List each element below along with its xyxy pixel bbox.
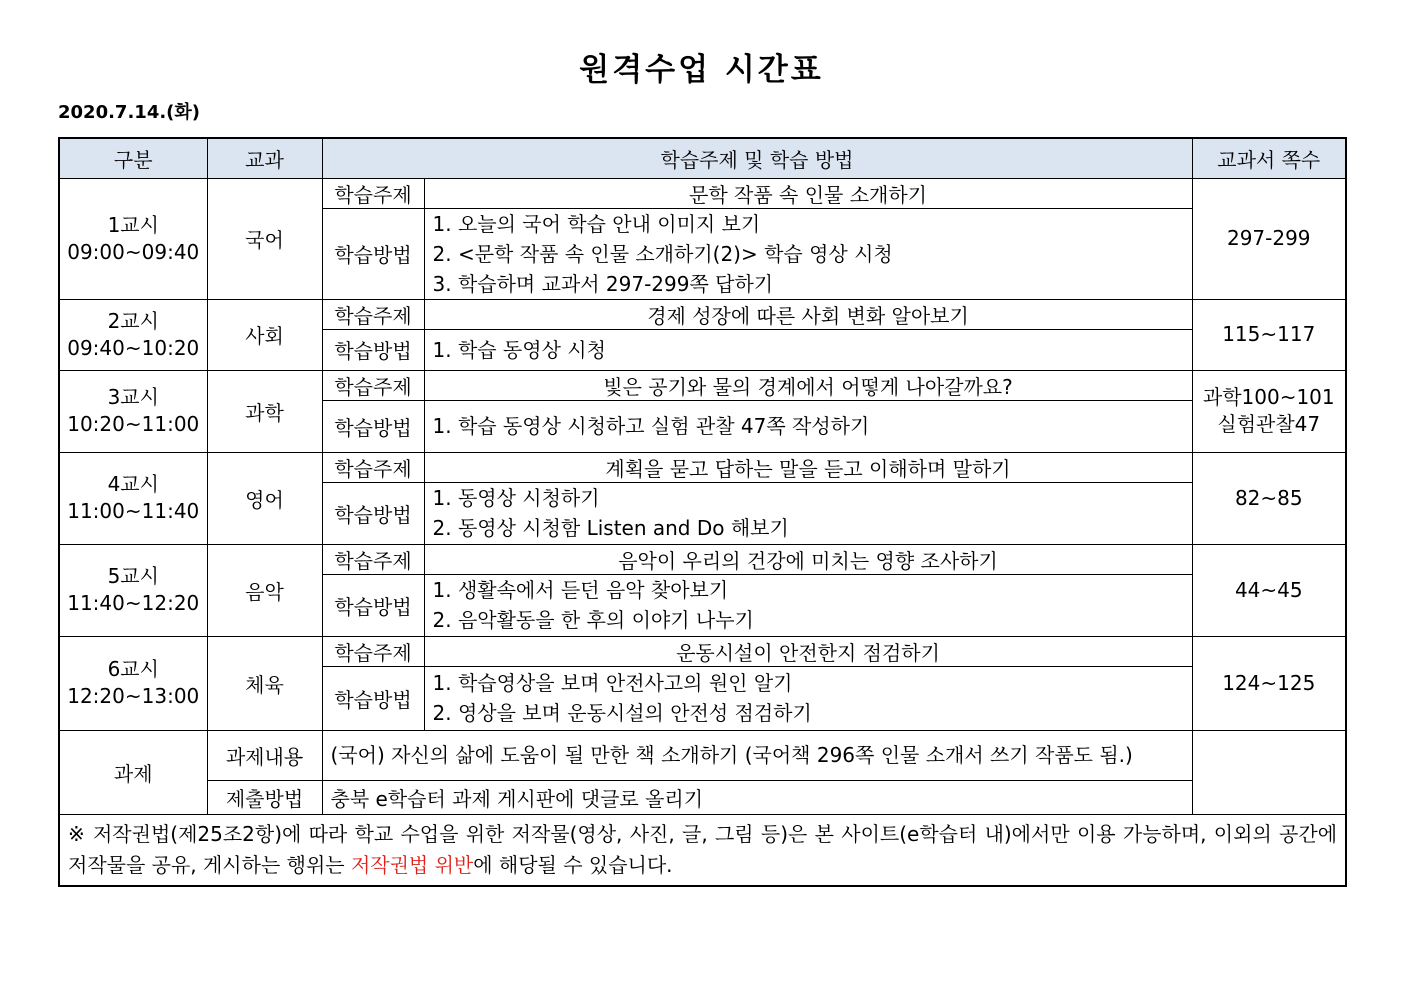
method-list [424, 400, 1192, 452]
method-label: 학습방법 [322, 574, 424, 636]
period-number: 5교시 [107, 564, 159, 588]
method-label: 학습방법 [322, 482, 424, 544]
topic-text: 운동시설이 안전한지 점검하기 [424, 636, 1192, 666]
method-list [424, 666, 1192, 730]
pages-value: 297-299 [1226, 226, 1311, 250]
page-title: 원격수업 시간표 [579, 52, 824, 88]
method-list [424, 208, 1192, 299]
notice-highlight: 저작권법 위반 [350, 852, 474, 877]
method-item: 1. 학습 동영상 시청 [432, 337, 606, 362]
homework-content-row [59, 730, 1346, 780]
method-item: 2. 음악활동을 한 후의 이야기 나누기 [432, 608, 754, 632]
period-cell [59, 299, 207, 370]
notice-text-before: ※ 저작권법(제25조2항)에 따라 학교 수업을 위한 저작물(영상, 사진, 글, 그림 등)은 본 사이트(e학습터 내)에서만 이용 가능하며, 이외의 공간에 저작물을 공유, 게시하는 행위는 [68, 821, 1338, 877]
method-item: 2. 동영상 시청함 Listen and Do 해보기 [432, 516, 789, 540]
period-number: 3교시 [107, 385, 159, 409]
period-time: 11:00~11:40 [67, 499, 200, 523]
homework-label: 과제 [59, 730, 207, 814]
period-number: 2교시 [107, 308, 159, 333]
period-cell [59, 452, 207, 544]
period-number: 6교시 [107, 657, 159, 681]
period-cell [59, 370, 207, 452]
period-number: 4교시 [107, 472, 159, 496]
header-topic-method: 학습주제 및 학습 방법 [322, 138, 1192, 178]
pages-value: 44~45 [1234, 577, 1303, 602]
homework-content-label: 과제내용 [207, 730, 322, 780]
method-label: 학습방법 [322, 666, 424, 730]
subject-cell: 체육 [207, 636, 322, 730]
pages-value: 과학100~101 [1202, 385, 1335, 409]
period-topic-row [59, 452, 1346, 482]
topic-label: 학습주제 [322, 299, 424, 329]
homework-content: (국어) 자신의 삶에 도움이 될 만한 책 소개하기 (국어책 296쪽 인물 소개서 쓰기 작품도 됨.) [322, 730, 1192, 780]
pages-cell [1192, 370, 1346, 452]
subject-cell: 영어 [207, 452, 322, 544]
topic-text: 문학 작품 속 인물 소개하기 [424, 178, 1192, 208]
period-time: 09:40~10:20 [67, 335, 200, 360]
period-time: 12:20~13:00 [67, 684, 200, 708]
method-item: 1. 오늘의 국어 학습 안내 이미지 보기 [432, 211, 761, 236]
homework-submit-label: 제출방법 [207, 780, 322, 814]
method-item: 3. 학습하며 교과서 297-299쪽 답하기 [432, 271, 774, 296]
method-item: 1. 동영상 시청하기 [432, 486, 600, 510]
method-list [424, 329, 1192, 370]
method-list [424, 482, 1192, 544]
method-item: 2. <문학 작품 속 인물 소개하기(2)> 학습 영상 시청 [432, 241, 893, 266]
pages-cell [1192, 636, 1346, 730]
method-item: 2. 영상을 보며 운동시설의 안전성 점검하기 [432, 701, 812, 725]
method-label: 학습방법 [322, 400, 424, 452]
schedule-table [58, 137, 1347, 887]
header-row [59, 138, 1346, 178]
period-topic-row [59, 299, 1346, 329]
homework-submit-row [59, 780, 1346, 814]
notice-text-after: 에 해당될 수 있습니다. [473, 852, 673, 877]
period-topic-row [59, 636, 1346, 666]
topic-text: 빛은 공기와 물의 경계에서 어떻게 나아갈까요? [424, 370, 1192, 400]
topic-label: 학습주제 [322, 370, 424, 400]
pages-value: 115~117 [1222, 322, 1316, 346]
copyright-notice [59, 814, 1346, 886]
period-topic-row [59, 178, 1346, 208]
header-division: 구분 [59, 138, 207, 178]
topic-label: 학습주제 [322, 178, 424, 208]
period-time: 11:40~12:20 [67, 591, 200, 615]
method-label: 학습방법 [322, 208, 424, 299]
method-list [424, 574, 1192, 636]
pages-cell [1192, 452, 1346, 544]
homework-pages-empty [1192, 730, 1346, 814]
header-pages: 교과서 쪽수 [1192, 138, 1346, 178]
topic-label: 학습주제 [322, 636, 424, 666]
method-label: 학습방법 [322, 329, 424, 370]
topic-text: 계획을 묻고 답하는 말을 듣고 이해하며 말하기 [424, 452, 1192, 482]
schedule-body [59, 138, 1346, 886]
topic-label: 학습주제 [322, 544, 424, 574]
pages-value: 82~85 [1234, 485, 1303, 510]
pages-cell [1192, 299, 1346, 370]
method-item: 1. 생활속에서 듣던 음악 찾아보기 [432, 578, 729, 602]
period-number: 1교시 [107, 212, 159, 237]
pages-cell [1192, 178, 1346, 299]
topic-label: 학습주제 [322, 452, 424, 482]
pages-cell [1192, 544, 1346, 636]
subject-cell: 국어 [207, 178, 322, 299]
homework-submit: 충북 e학습터 과제 게시판에 댓글로 올리기 [322, 780, 1192, 814]
subject-cell: 과학 [207, 370, 322, 452]
period-cell [59, 636, 207, 730]
subject-cell: 음악 [207, 544, 322, 636]
pages-value: 124~125 [1222, 670, 1316, 695]
date-label: 2020.7.14.(화) [58, 102, 201, 123]
pages-value: 실험관찰47 [1217, 412, 1321, 436]
method-item: 1. 학습 동영상 시청하고 실험 관찰 47쪽 작성하기 [432, 414, 870, 438]
period-cell [59, 544, 207, 636]
period-time: 10:20~11:00 [67, 412, 200, 436]
method-item: 1. 학습영상을 보며 안전사고의 원인 알기 [432, 671, 793, 695]
subject-cell: 사회 [207, 299, 322, 370]
period-topic-row [59, 370, 1346, 400]
notice-row [59, 814, 1346, 886]
period-time: 09:00~09:40 [67, 239, 200, 264]
period-topic-row [59, 544, 1346, 574]
header-subject: 교과 [207, 138, 322, 178]
topic-text: 경제 성장에 따른 사회 변화 알아보기 [424, 299, 1192, 329]
topic-text: 음악이 우리의 건강에 미치는 영향 조사하기 [424, 544, 1192, 574]
period-cell [59, 178, 207, 299]
